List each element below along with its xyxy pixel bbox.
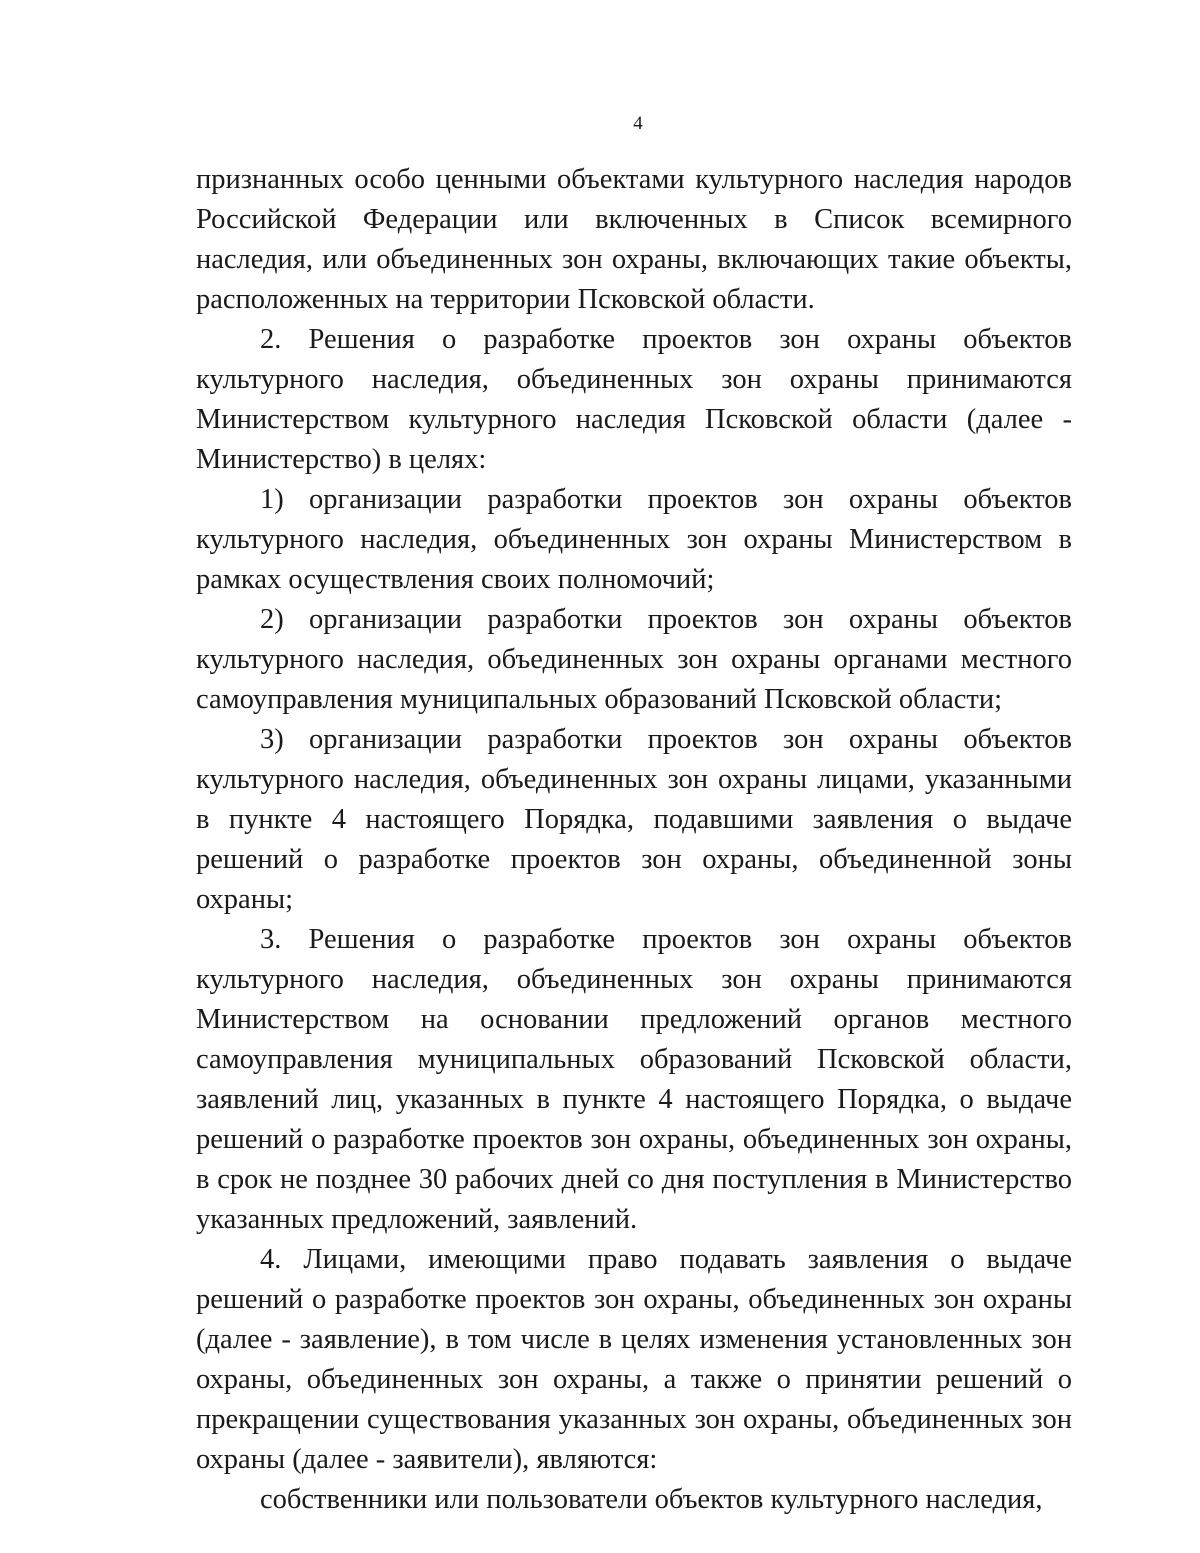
paragraph-2: 2. Решения о разработке проектов зон охраны объектов культурного наследия, объединенных зон охраны принимаются Министерством культурного наследия Псковской области (далее - Министерство) в целях: bbox=[196, 324, 1072, 475]
paragraph-4: 4. Лицами, имеющими право подавать заявления о выдаче решений о разработке проектов зон охраны, объединенных зон охраны (далее - заявление), в том числе в целях изменения установленных зон охраны, объединенных зон охраны, а также о принятии решений о прекращении существования указанных зон охраны, объединенных зон охраны (далее - заявители), являются: bbox=[196, 1244, 1072, 1475]
paragraph-continuation: признанных особо ценными объектами культурного наследия народов Российской Федерации или включенных в Список всемирного наследия, или объединенных зон охраны, включающих такие объекты, расположенных на территории Псковской области. bbox=[196, 164, 1072, 315]
paragraph-2-item-2: 2) организации разработки проектов зон охраны объектов культурного наследия, объединенных зон охраны органами местного самоуправления муниципальных образований Псковской области; bbox=[196, 604, 1072, 715]
paragraph-2-item-1: 1) организации разработки проектов зон охраны объектов культурного наследия, объединенных зон охраны Министерством в рамках осуществления своих полномочий; bbox=[196, 484, 1072, 595]
paragraph-4-list-start: собственники или пользователи объектов культурного наследия, bbox=[260, 1484, 1043, 1515]
paragraph-3: 3. Решения о разработке проектов зон охраны объектов культурного наследия, объединенных зон охраны принимаются Министерством на основании предложений органов местного самоуправления муниципальных образований Псковской области, заявлений лиц, указанных в пункте 4 настоящего Порядка, о выдаче решений о разработке проектов зон охраны, объединенных зон охраны, в срок не позднее 30 рабочих дней со дня поступления в Министерство указанных предложений, заявлений. bbox=[196, 924, 1072, 1235]
paragraph-2-item-3: 3) организации разработки проектов зон охраны объектов культурного наследия, объединенных зон охраны лицами, указанными в пункте 4 настоящего Порядка, подавшими заявления о выдаче решений о разработке проектов зон охраны, объединенной зоны охраны; bbox=[196, 724, 1072, 915]
document-body bbox=[196, 160, 1072, 1520]
page-number: 4 bbox=[633, 113, 643, 134]
